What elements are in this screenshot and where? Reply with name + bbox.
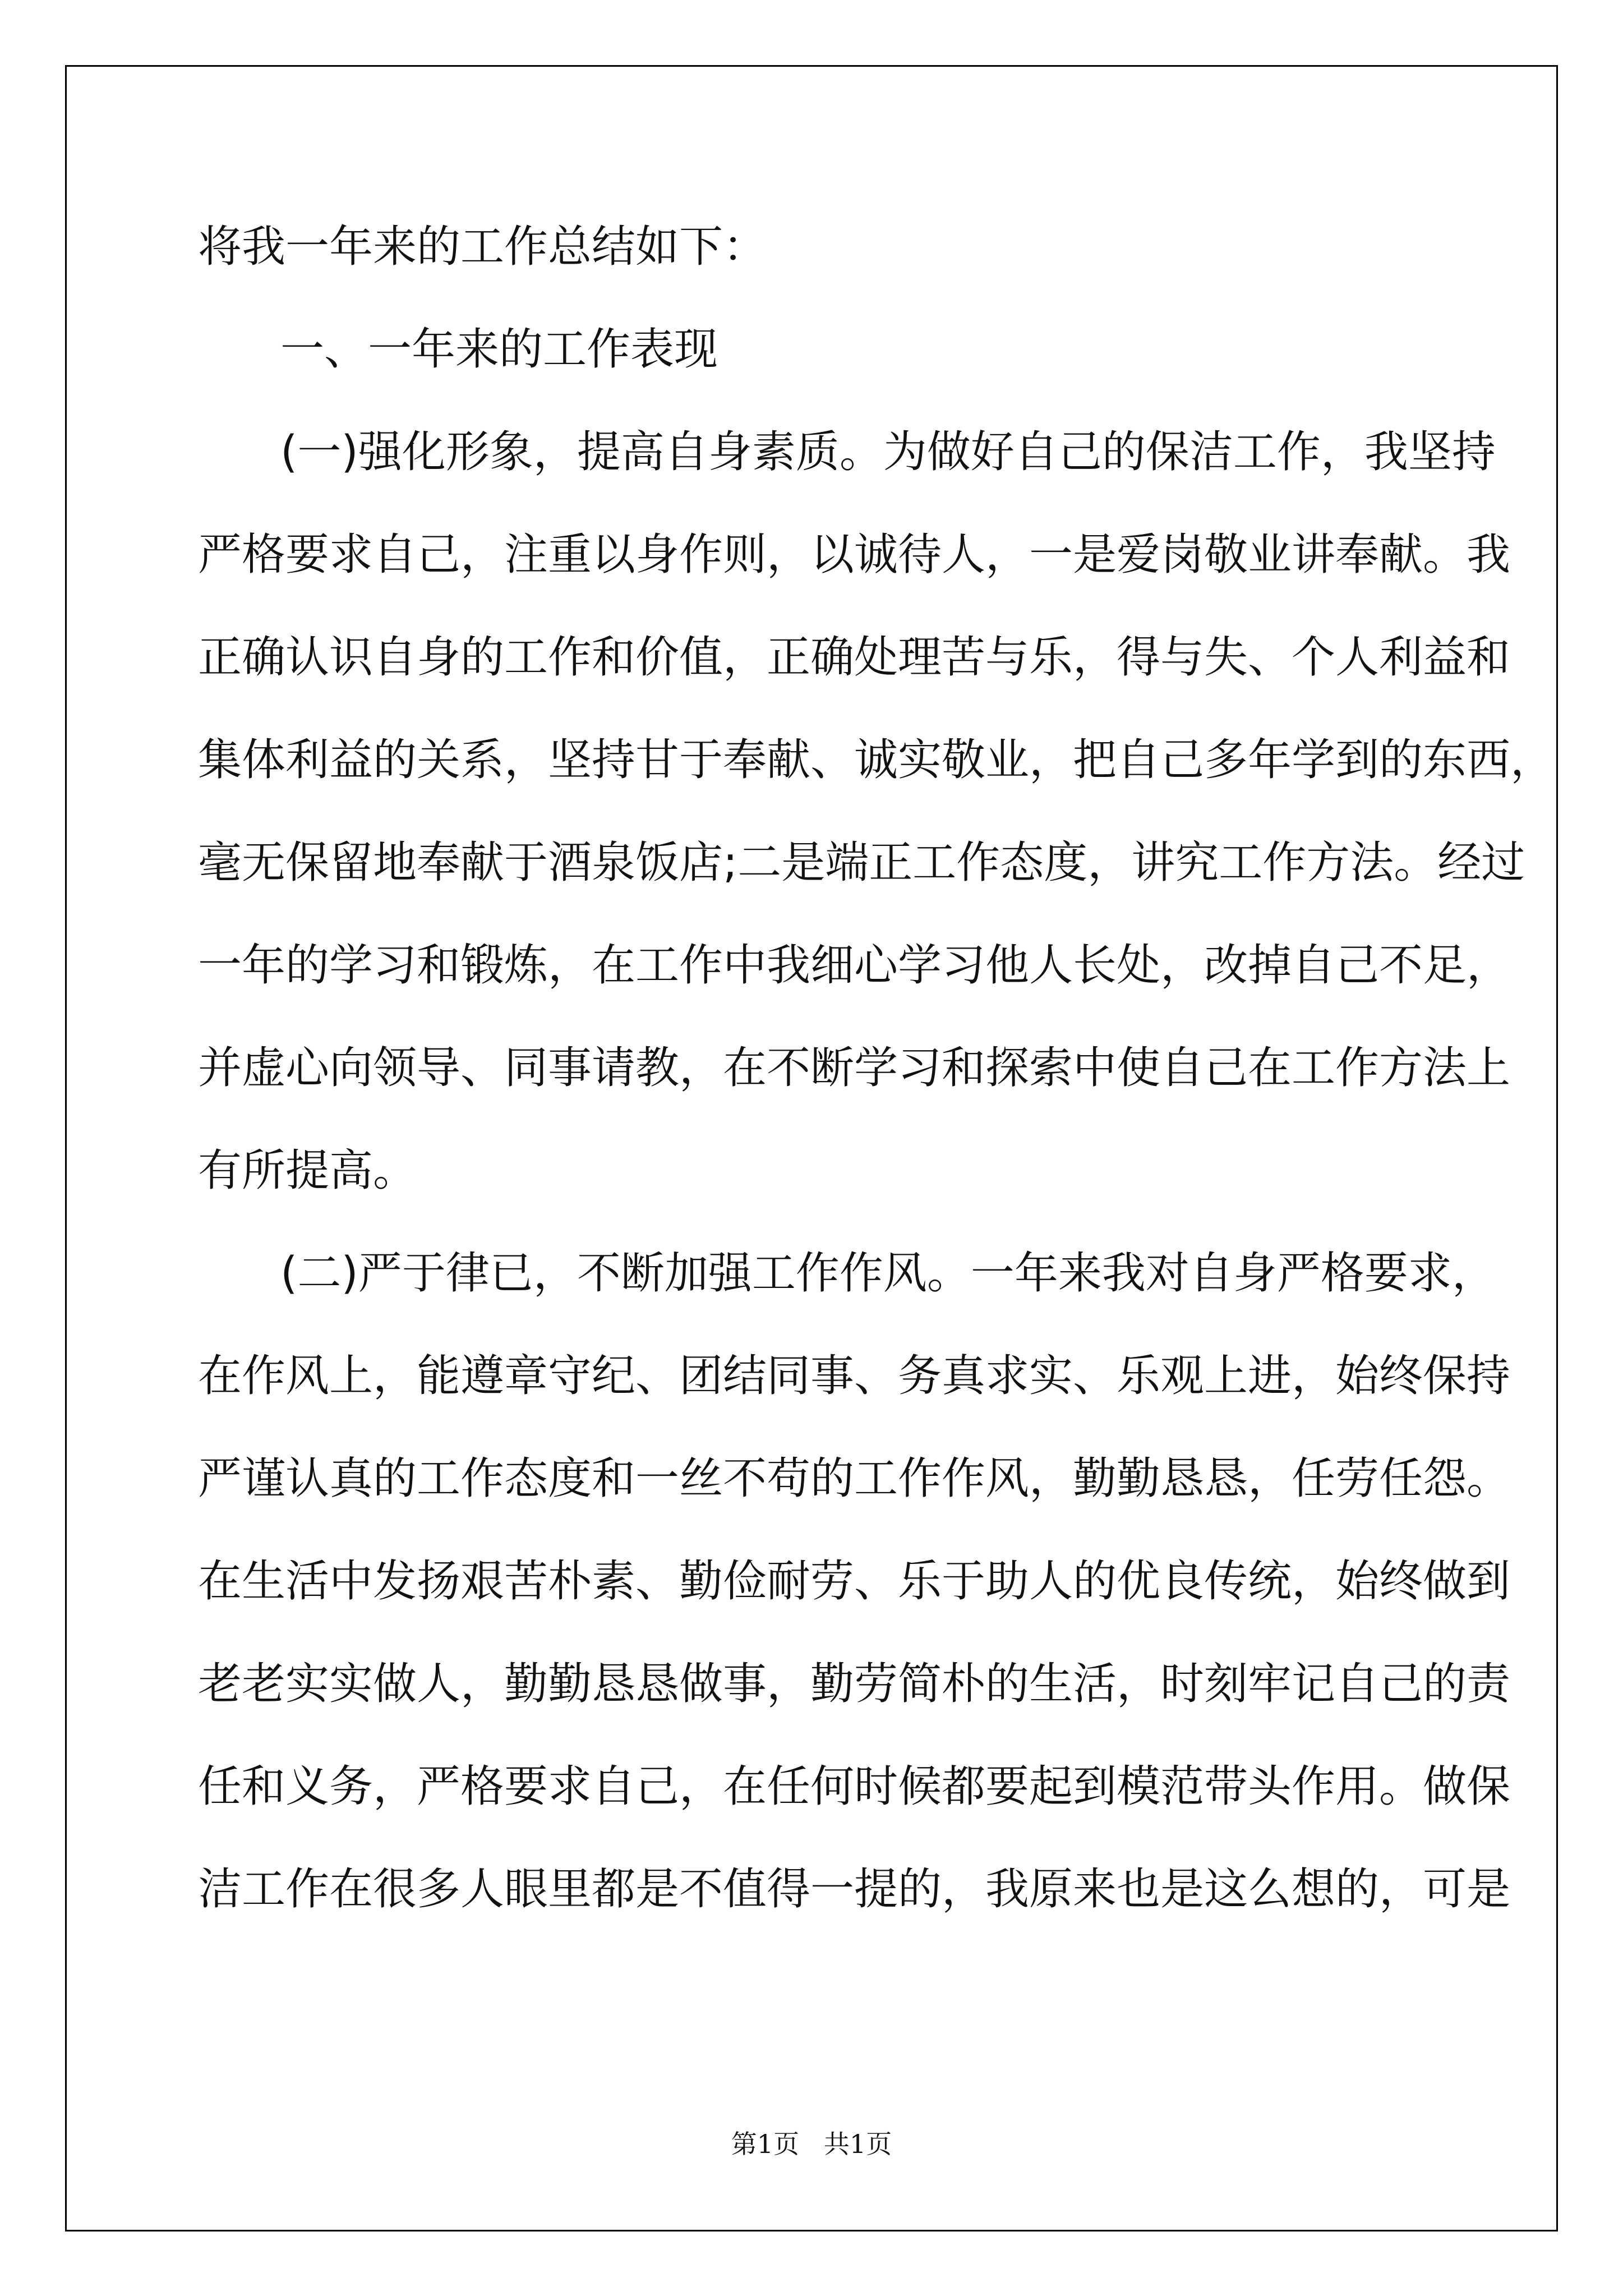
paragraph-line: 任和义务，严格要求自己，在任何时候都要起到模范带头作用。做保	[198, 1761, 1511, 1812]
paragraph-line: 一年的学习和锻炼，在工作中我细心学习他人长处，改掉自己不足，	[198, 940, 1511, 991]
paragraph-line: 毫无保留地奉献于酒泉饭店;二是端正工作态度，讲究工作方法。经过	[198, 838, 1525, 888]
paragraph-line: 正确认识自身的工作和价值，正确处理苦与乐，得与失、个人利益和	[198, 632, 1511, 683]
text-line: 将我一年来的工作总结如下：	[198, 222, 767, 272]
page-number-footer: 第1页 共1页	[731, 2129, 892, 2159]
paragraph-line: 有所提高。	[198, 1145, 417, 1196]
paragraph-line: 老老实实做人，勤勤恳恳做事，勤劳简朴的生活，时刻牢记自己的责	[198, 1659, 1511, 1709]
paragraph-line: 严格要求自己，注重以身作则，以诚待人，一是爱岗敬业讲奉献。我	[198, 530, 1511, 580]
paragraph-line: (一)强化形象，提高自身素质。为做好自己的保洁工作，我坚持	[280, 427, 1496, 477]
paragraph-line: 在生活中发扬艰苦朴素、勤俭耐劳、乐于助人的优良传统，始终做到	[198, 1556, 1511, 1607]
paragraph-line: 洁工作在很多人眼里都是不值得一提的，我原来也是这么想的，可是	[198, 1864, 1511, 1915]
paragraph-line: 在作风上，能遵章守纪、团结同事、务真求实、乐观上进，始终保持	[198, 1351, 1511, 1401]
paragraph-line: 严谨认真的工作态度和一丝不苟的工作作风，勤勤恳恳，任劳任怨。	[198, 1453, 1511, 1504]
paragraph-line: 并虚心向领导、同事请教，在不断学习和探索中使自己在工作方法上	[198, 1043, 1511, 1093]
section-heading: 一、一年来的工作表现	[280, 324, 718, 375]
paragraph-line: (二)严于律已，不断加强工作作风。一年来我对自身严格要求，	[280, 1248, 1496, 1299]
paragraph-line: 集体利益的关系，坚持甘于奉献、诚实敬业，把自己多年学到的东西，	[198, 735, 1555, 785]
